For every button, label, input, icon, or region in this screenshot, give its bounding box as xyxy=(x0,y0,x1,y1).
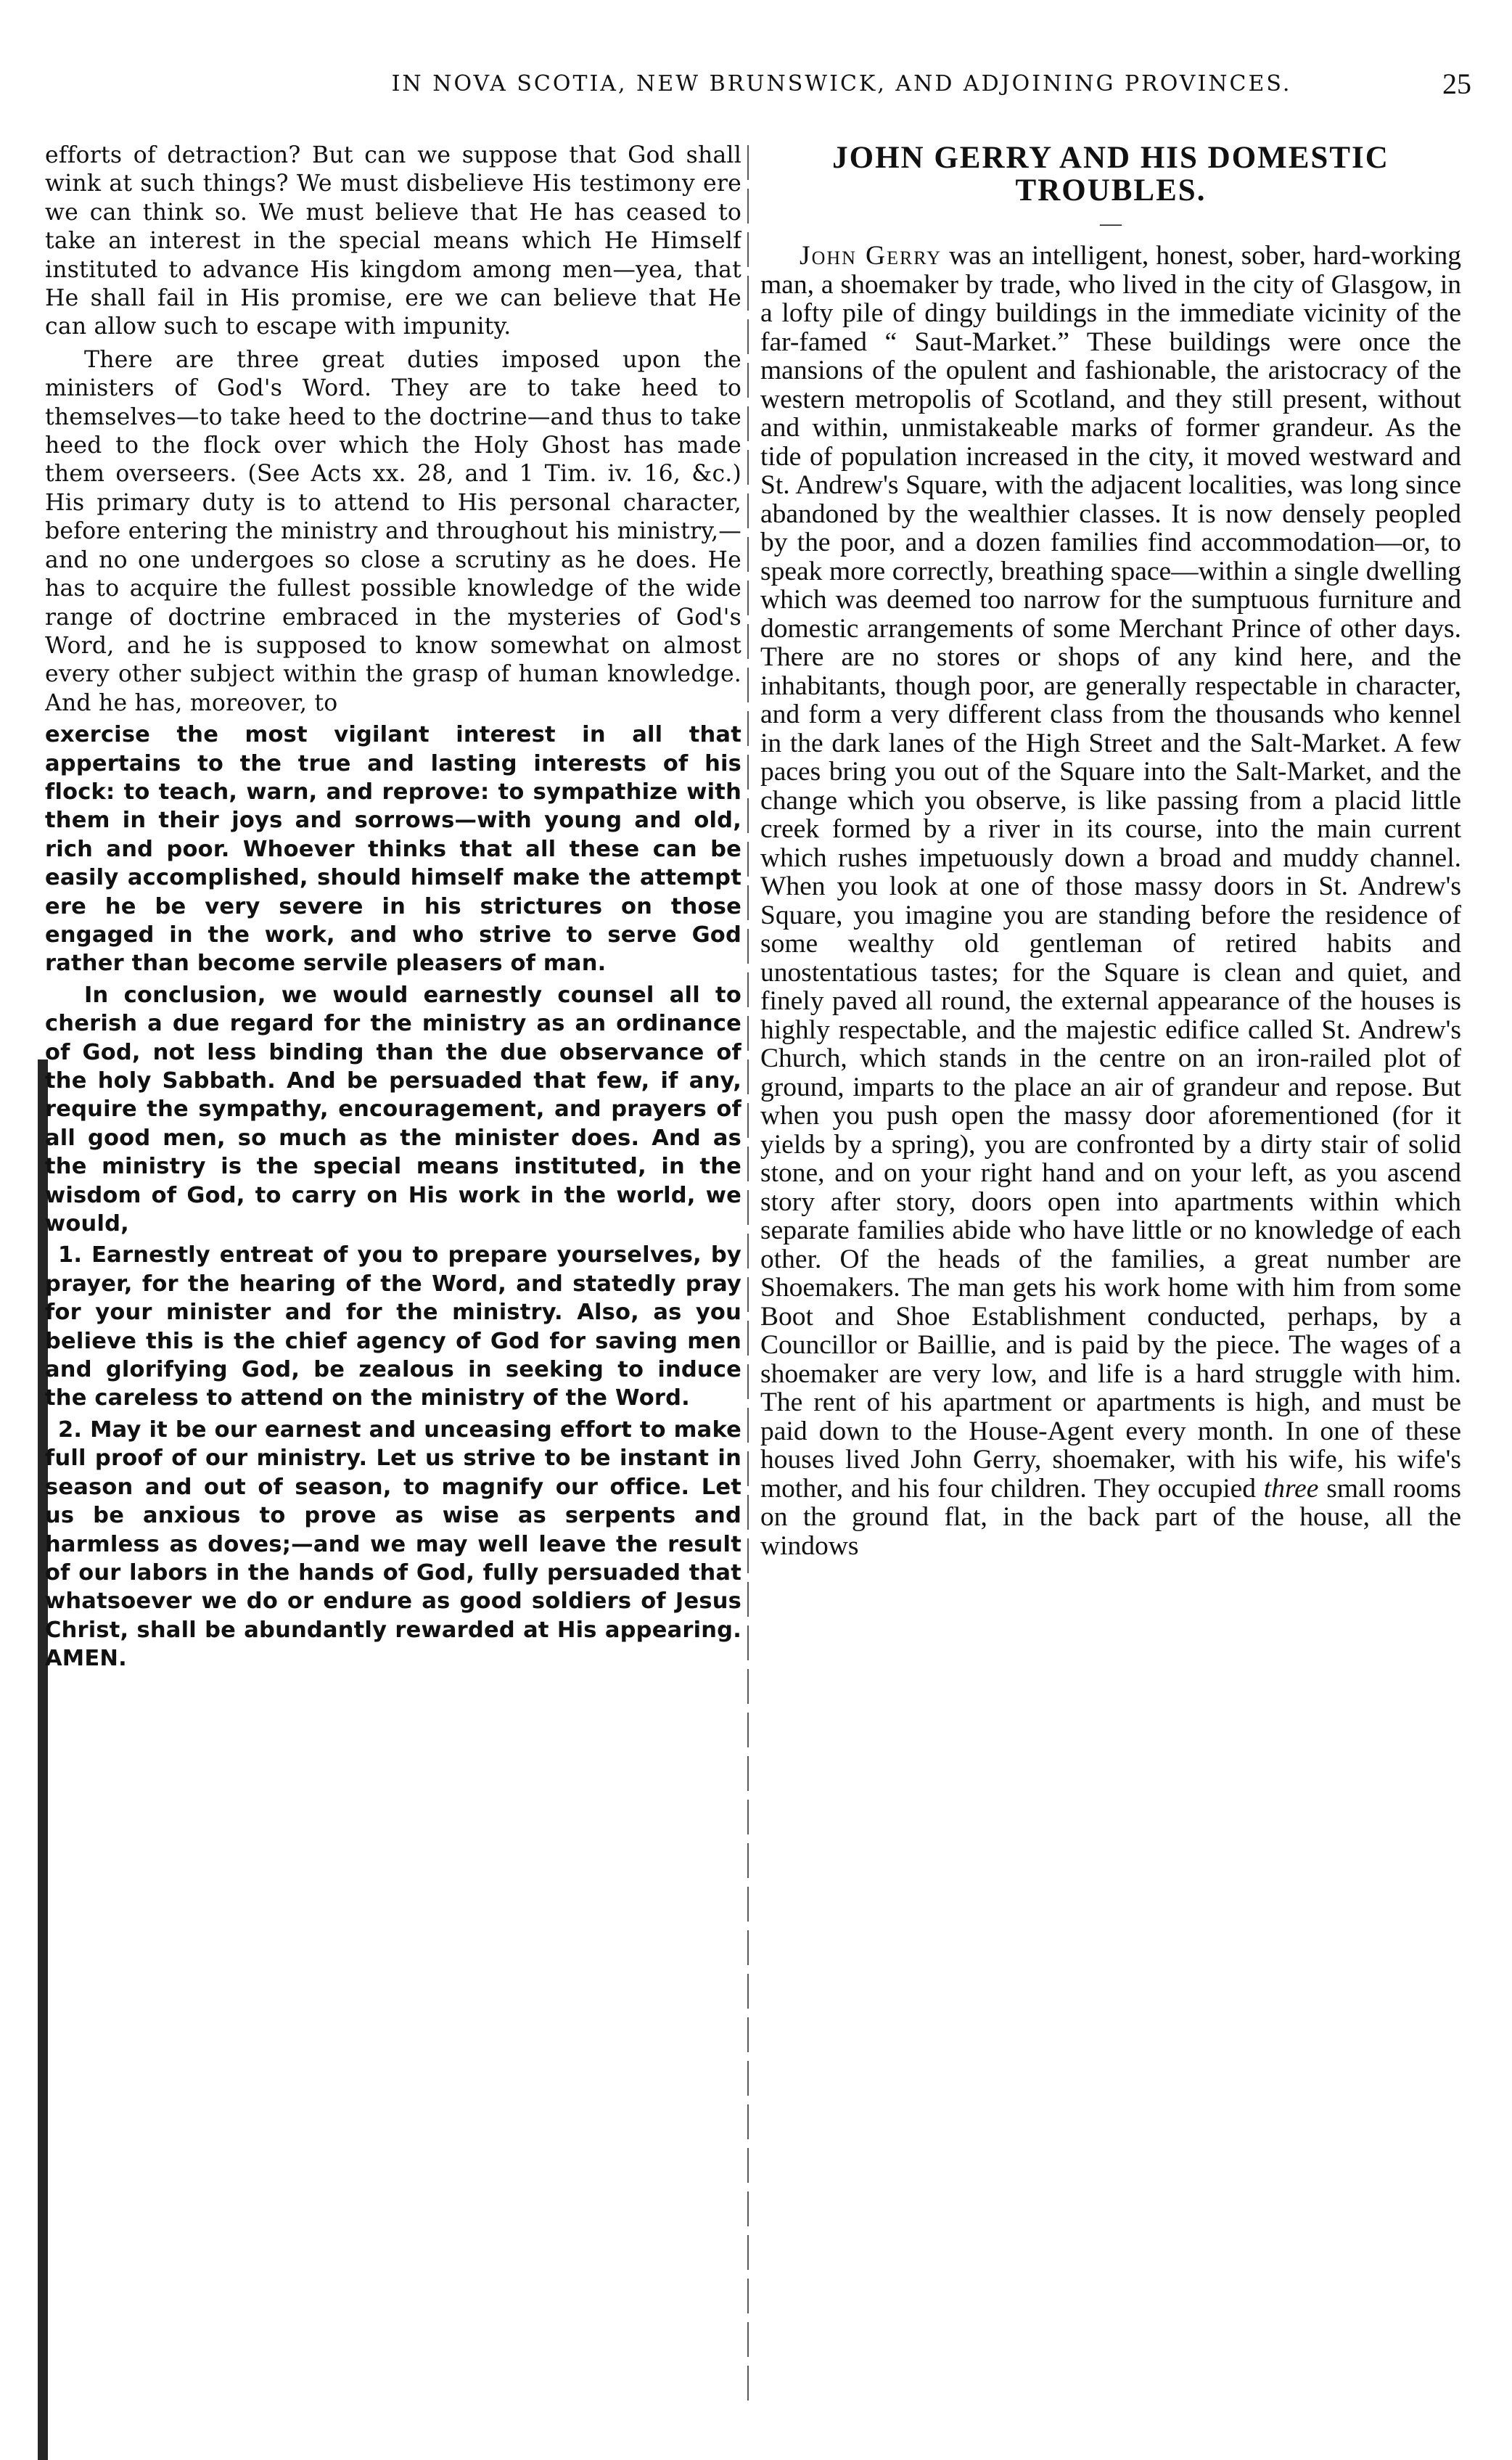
left-paragraph-2-continued: exercise the most vigilant interest in all that appertains to the true and lasting interests of his flock: to teach, warn, and reprove: to sympathize with them in their joys and sorrows—with young and old, rich and poor. Whoever thinks that all these can be easily accomplished, should himself make the attempt ere he be very severe in his strictures on those engaged in the work, and who strive to serve God rather than become servile pleasers of man. xyxy=(45,722,741,977)
right-column xyxy=(760,142,1461,2427)
left-paragraph-2-text: There are three great duties imposed upon the ministers of God's Word. They are to take heed to themselves—to take heed to the doctrine—and thus to take heed to the flock over which the Holy Ghost has made them overseers. (See Acts xx. 28, and 1 Tim. iv. 16, &c.) His primary duty is to attend to His personal character, before entering the ministry and throughout his ministry,—and no one undergoes so close a scrutiny as he does. He has to acquire the fullest possible knowledge of the wide range of doctrine embraced in the mysteries of God's Word, and he is supposed to know somewhat on almost every other subject within the grasp of human knowledge. And he has, moreover, to xyxy=(45,346,741,716)
right-paragraph-1-text: was an intelligent, honest, sober, hard-working man, a shoemaker by trade, who lived in the city of Glasgow, in a lofty pile of dingy buildings in the immediate vicinity of the far-famed “ Saut-Market.” These buildings were once the mansions of the opulent and fashionable, the aristocracy of the western metropolis of Scotland, and they still present, without and within, unmistakeable marks of former grandeur. As the tide of population increased in the city, it moved westward and St. Andrew's Square, with the adjacent localities, was long since abandoned by the wealthier classes. It is now densely peopled by the poor, and a dozen families find accommodation—or, to speak more correctly, breathing space—within a single dwelling which was deemed too narrow for the sumptuous furniture and domestic arrangements of some Merchant Prince of other days. There are no stores or shops of any kind here, and the inhabitants, though poor, are generally respectable in character, and form a very different class from the thousands who kennel in the dark lanes of the High Street and the Salt-Market. A few paces bring you out of the Square into the Salt-Market, and the change which you observe, is like passing from a placid little creek formed by a river in its course, into the main current which rushes impetuously down a broad and muddy channel. When you look at one of those massy doors in St. Andrew's Square, you imagine you are standing before the residence of some wealthy old gentleman of retired habits and unostentatious tastes; for the Square is clean and quiet, and finely paved all round, the external appearance of the houses is highly respectable, and the majestic edifice called St. Andrew's Church, which stands in the centre on an iron-railed plot of ground, imparts to the place an air of grandeur and repose. But when you push open the massy door aforementioned (for it yields by a spring), you are confronted by a dirty stair of solid stone, and on your right hand and on your left, as you ascend story after story, doors open into apartments within which separate families abide who have little or no knowledge of each other. Of the heads of the families, a great number are Shoemakers. The man gets his work home with him from some Boot and Shoe Establishment conducted, perhaps, by a Councillor or Baillie, and is paid by the piece. The wages of a shoemaker are very low, and life is a hard struggle with him. The rent of his apartment or apartments is high, and must be paid down to the House-Agent every month. In one of these houses lived John Gerry, shoemaker, with his wife, his wife's mother, and his four children. They occupied xyxy=(760,241,1461,1504)
numbered-item-1: 1. Earnestly entreat of you to prepare yourselves, by prayer, for the hearing of the Word, and statedly pray for your minister and for the ministry. Also, as you believe this is the chief agency of God for saving men and glorifying God, be zealous in seeking to induce the careless to attend on the ministry of the Word. xyxy=(45,1242,741,1411)
italic-emphasis: three xyxy=(1263,1473,1319,1504)
running-head: IN NOVA SCOTIA, NEW BRUNSWICK, AND ADJOINING PROVINCES. xyxy=(391,71,1292,97)
right-paragraph-1-end: small rooms on the ground flat, in the back part of the house, all the windows xyxy=(760,1473,1461,1561)
left-paragraph-3: In conclusion, we would earnestly counsel all to cherish a due regard for the ministry as an ordinance of God, not less binding than the due observance of the holy Sabbath. And be persuaded that few, if any, require the sympathy, encouragement, and prayers of all good men, so much as the minister does. And as the ministry is the special means instituted, in the wisdom of God, to carry on His work in the world, we would, xyxy=(45,982,741,1237)
article-title-line-1: JOHN GERRY AND HIS DOMESTIC xyxy=(832,142,1389,175)
bold-text-block xyxy=(45,721,741,1673)
left-paragraph-2 xyxy=(45,346,741,718)
column-divider xyxy=(747,145,749,2409)
left-paragraph-1: efforts of detraction? But can we suppose that God shall wink at such things? We must disbelieve His testimony ere we can think so. We must believe that He has ceased to take an interest in the special means which He Himself instituted to advance His kingdom among men—yea, that He shall fail in His promise, ere we can believe that He can allow such to escape with impunity. xyxy=(45,142,741,340)
title-rule: — xyxy=(1100,211,1122,235)
article-title-line-2: TROUBLES. xyxy=(1015,173,1207,208)
right-paragraph-1 xyxy=(760,242,1461,1560)
page-number: 25 xyxy=(1442,67,1471,100)
numbered-item-2: 2. May it be our earnest and unceasing effort to make full proof of our ministry. Let us strive to be instant in season and out of season, to magnify our office. Let us be anxious to prove as wise as serpents and harmless as doves;—and we may well leave the result of our labors in the hands of God, fully persuaded that whatsoever we do or endure as good soldiers of Jesus Christ, shall be abundantly rewarded at His appearing. AMEN. xyxy=(45,1416,741,1672)
article-title xyxy=(760,142,1461,207)
left-column xyxy=(45,142,741,2427)
opening-name: John Gerry xyxy=(800,241,942,271)
